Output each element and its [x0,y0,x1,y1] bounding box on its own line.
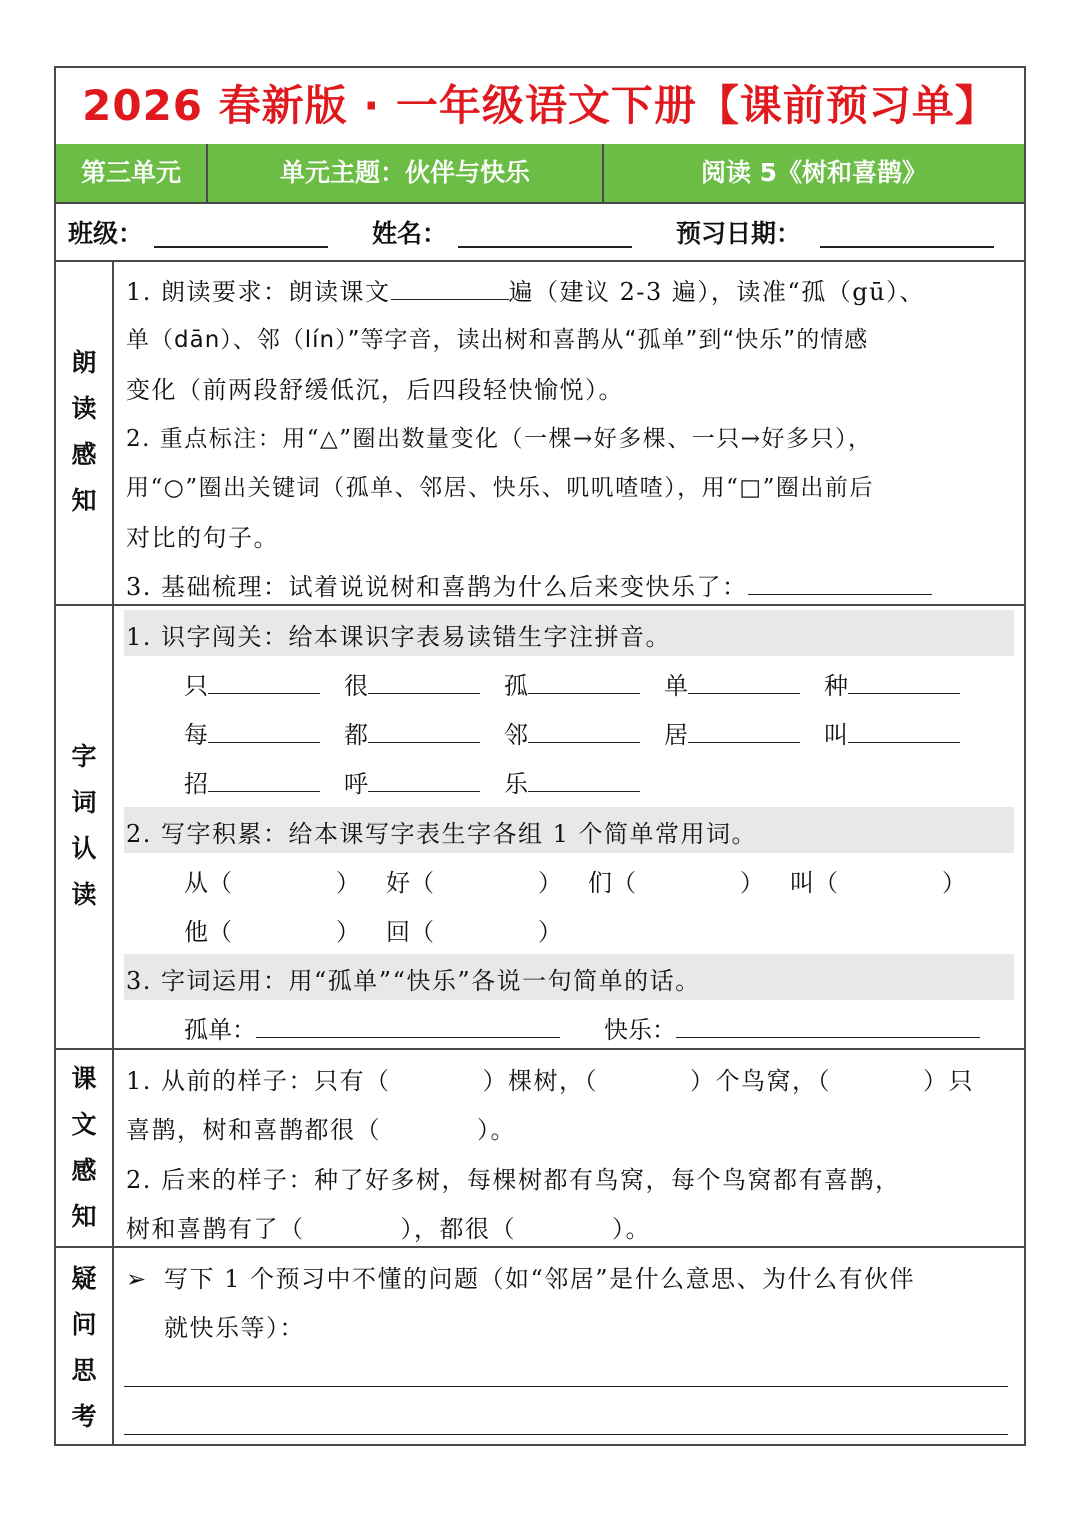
section-label-char: 感 [71,440,97,469]
class-label: 班级： [68,219,144,248]
date-label: 预习日期： [676,219,802,248]
read-count-blank[interactable] [391,277,509,300]
pinyin-blank[interactable] [208,769,320,792]
text-content [114,1050,1024,1246]
section-label-char: 字 [71,742,97,771]
worksheet-title: 2026 春新版 · 一年级语文下册【课前预习单】 [56,68,1024,146]
reading-requirement-line: 单（dān）、邻（lín）”等字音，读出树和喜鹊从“孤单”到“快乐”的情感 [126,327,869,353]
pinyin-item: 乐 [504,764,640,799]
section-label-char: 知 [71,1202,97,1231]
word-item: 从（ ） [184,869,360,897]
pinyin-item: 孤 [504,666,640,701]
question-prompt-line: 就快乐等）： [164,1314,305,1342]
after-description-line: 树和喜鹊有了（ ），都很（ ）。 [126,1215,651,1243]
section-label-char: 文 [71,1110,97,1139]
marking-instruction-line: 用“○”圈出关键词（孤单、邻居、快乐、叽叽喳喳），用“□”圈出前后 [126,475,874,501]
questions-content [114,1248,1024,1444]
word-item: 回（ ） [386,918,562,946]
preview-worksheet [54,66,1026,1446]
section-label-column [56,1248,114,1444]
bullet-arrow-icon: ➢ [126,1265,148,1293]
pinyin-item: 每 [184,715,320,750]
section-label-char: 读 [71,394,97,423]
pinyin-item: 很 [344,666,480,701]
words-section [56,606,1024,1050]
question-prompt-line: ➢ 写下 1 个预习中不懂的问题（如“邻居”是什么意思、为什么有伙伴 [126,1265,916,1293]
lesson-title: 阅读 5《树和喜鹊》 [700,158,928,187]
question-answer-line[interactable] [124,1386,1008,1387]
pinyin-blank[interactable] [368,671,480,694]
questions-section [56,1248,1024,1444]
section-label-char: 思 [71,1356,97,1385]
class-field[interactable] [154,246,328,248]
section-label-char: 朗 [71,348,97,377]
section-label-char: 问 [71,1310,97,1339]
section-label-char: 考 [71,1402,97,1431]
pinyin-item: 种 [824,666,960,701]
pinyin-blank[interactable] [848,720,960,743]
section-label-char: 课 [71,1064,97,1093]
word-item: 们（ ） [588,869,764,897]
name-field[interactable] [458,246,632,248]
student-info-row [56,204,1024,262]
pinyin-blank[interactable] [528,671,640,694]
sentence-blank[interactable] [676,1015,980,1038]
pinyin-blank[interactable] [208,720,320,743]
pinyin-item: 单 [664,666,800,701]
pinyin-blank[interactable] [688,720,800,743]
pinyin-item: 居 [664,715,800,750]
unit-theme: 单元主题：伙伴与快乐 [279,158,530,187]
pinyin-blank[interactable] [208,671,320,694]
after-description-line: 2. 后来的样子：种了好多树，每棵树都有鸟窝，每个鸟窝都有喜鹊， [126,1166,901,1194]
summary-answer-blank[interactable] [748,572,932,595]
sentence-task-title: 3. 字词运用：用“孤单”“快乐”各说一句简单的话。 [126,967,701,995]
pinyin-blank[interactable] [848,671,960,694]
pinyin-item: 招 [184,764,320,799]
pinyin-item: 叫 [824,715,960,750]
pinyin-blank[interactable] [528,720,640,743]
pinyin-blank[interactable] [368,720,480,743]
sentence-blank[interactable] [256,1015,560,1038]
marking-instruction-line: 2. 重点标注：用“△”圈出数量变化（一棵→好多棵、一只→好多只）， [126,426,873,452]
section-label-char: 知 [71,486,97,515]
section-label-char: 读 [71,880,97,909]
before-description-line: 1. 从前的样子：只有（ ）棵树，（ ）个鸟窝，（ ）只 [126,1067,975,1095]
word-item: 叫（ ） [790,869,966,897]
word-task-title: 2. 写字积累：给本课写字表生字各组 1 个简单常用词。 [126,820,758,848]
reading-section [56,260,1024,606]
section-label-char: 疑 [71,1264,97,1293]
pinyin-item: 邻 [504,715,640,750]
text-section [56,1050,1024,1248]
pinyin-item: 呼 [344,764,480,799]
word-item: 他（ ） [184,918,360,946]
question-answer-line[interactable] [124,1434,1008,1435]
section-label-column [56,260,114,604]
date-field[interactable] [820,246,994,248]
section-label-char: 认 [71,834,97,863]
section-label-column [56,1050,114,1246]
section-label-char: 词 [71,788,97,817]
pinyin-item: 只 [184,666,320,701]
summary-question-line: 3. 基础梳理：试着说说树和喜鹊为什么后来变快乐了： [126,567,932,602]
sentence-item: 快乐： [604,1010,980,1045]
pinyin-blank[interactable] [368,769,480,792]
section-label-char: 感 [71,1156,97,1185]
pinyin-blank[interactable] [688,671,800,694]
reading-requirement-line: 变化（前两段舒缓低沉，后四段轻快愉悦）。 [126,376,624,404]
pinyin-task-title: 1. 识字闯关：给本课识字表易读错生字注拼音。 [126,623,672,651]
pinyin-blank[interactable] [528,769,640,792]
name-label: 姓名： [372,219,448,248]
reading-requirement-line: 1. 朗读要求：朗读课文 遍（建议 2-3 遍），读准“孤（gū）、 [126,278,926,306]
sentence-item: 孤单： [184,1010,560,1045]
words-content [114,606,1024,1048]
marking-instruction-line: 对比的句子。 [126,524,279,552]
reading-content [114,260,1024,604]
section-label-column [56,606,114,1048]
word-item: 好（ ） [386,869,562,897]
pinyin-item: 都 [344,715,480,750]
unit-header-bar [56,144,1024,204]
unit-number: 第三单元 [80,158,181,187]
before-description-line: 喜鹊，树和喜鹊都很（ ）。 [126,1116,516,1144]
